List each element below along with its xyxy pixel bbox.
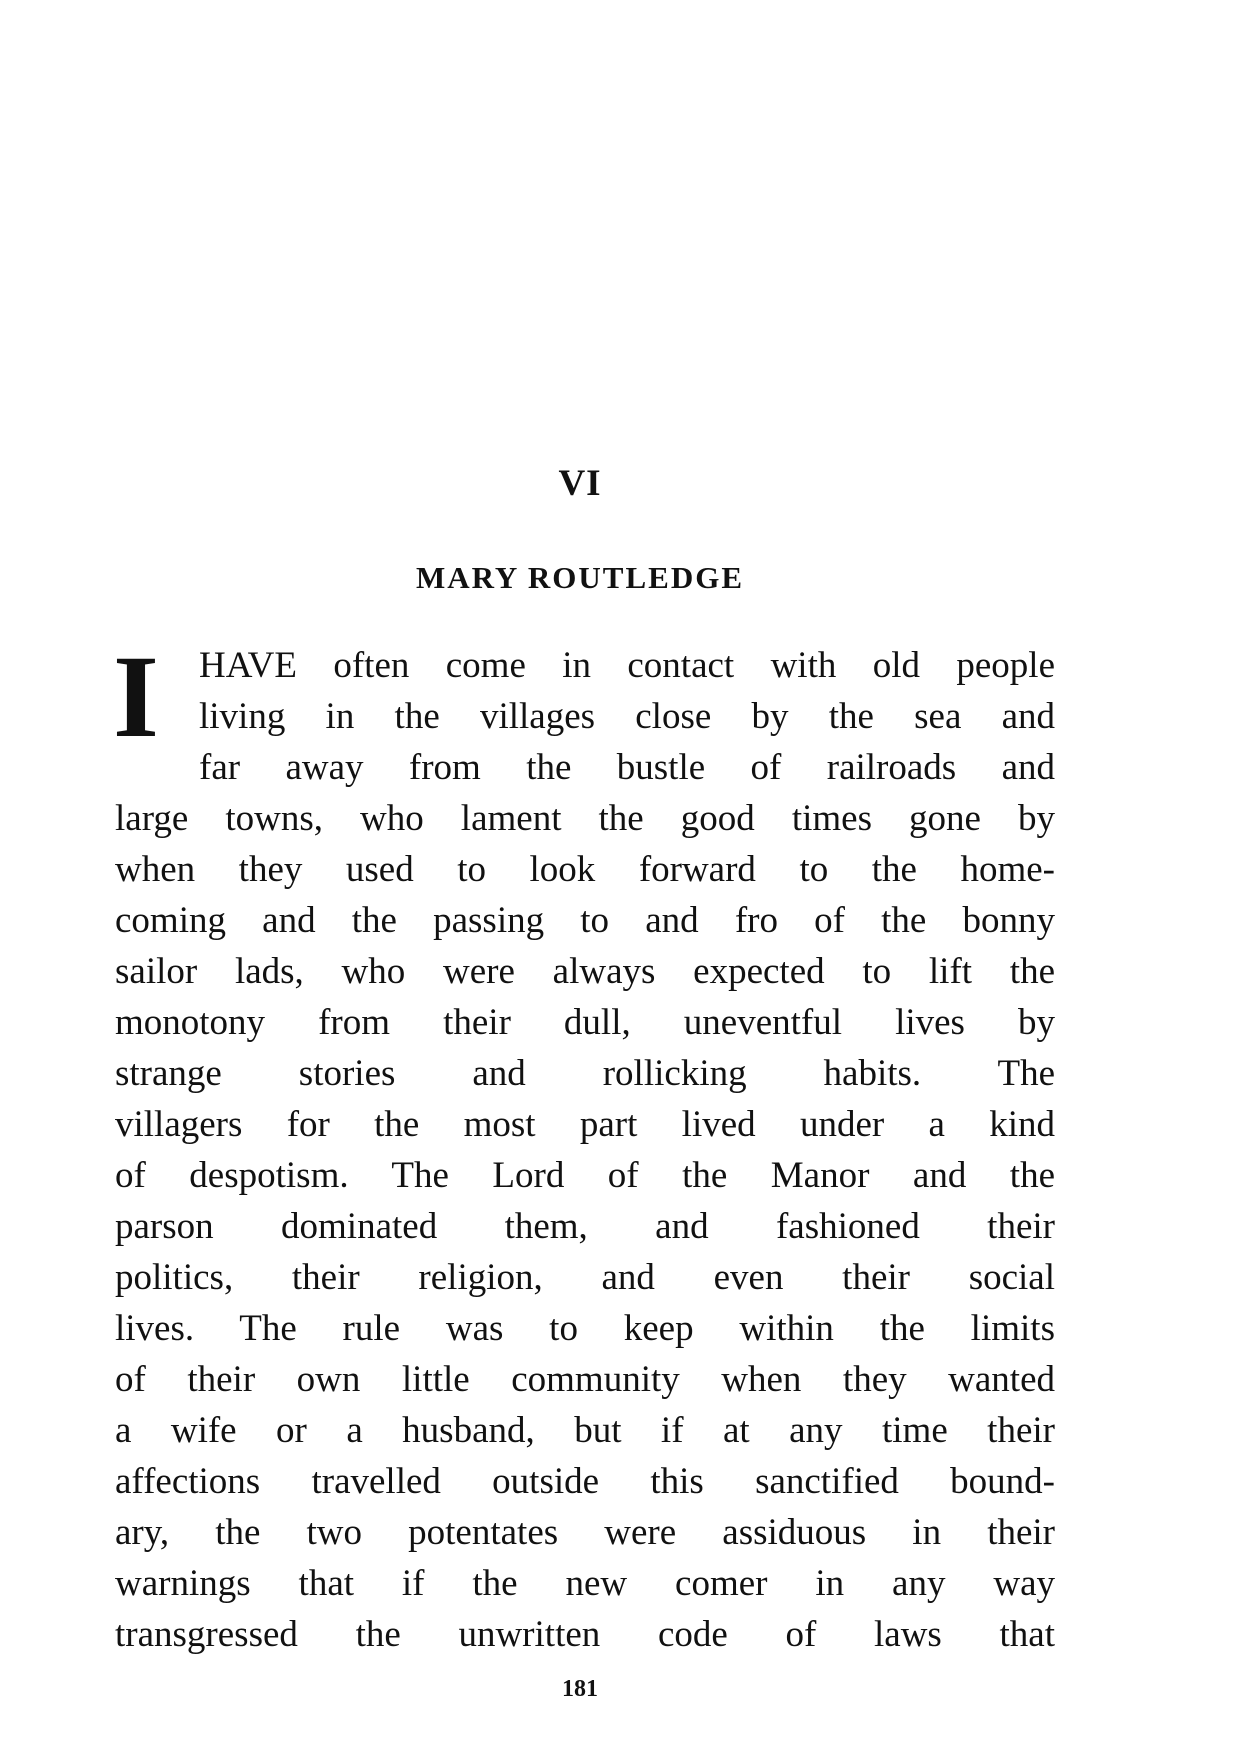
text-line: of despotism. The Lord of the Manor and the [115,1155,1055,1196]
text-line: when they used to look forward to the home- [115,849,1055,890]
text-line: sailor lads, who were always expected to lift the [115,951,1055,992]
text-line: large towns, who lament the good times gone by [115,798,1055,839]
text-line: affections travelled outside this sanctified bound- [115,1461,1055,1502]
text-line: living in the villages close by the sea and [199,696,1055,737]
text-line: villagers for the most part lived under a kind [115,1104,1055,1145]
chapter-number: VI [558,463,602,504]
body-text [113,631,1055,1660]
text-line: warnings that if the new comer in any way [115,1563,1055,1604]
text-line: monotony from their dull, uneventful lives by [115,1002,1055,1043]
text-line: HAVE often come in contact with old people [199,645,1055,686]
text-line: transgressed the unwritten code of laws that [115,1614,1055,1655]
page-number: 181 [562,1676,598,1702]
chapter-title: MARY ROUTLEDGE [415,560,745,595]
text-line: a wife or a husband, but if at any time their [115,1410,1055,1451]
text-line: politics, their religion, and even their social [115,1257,1055,1298]
text-line: lives. The rule was to keep within the limits [115,1308,1055,1349]
text-line: strange stories and rollicking habits. The [115,1053,1055,1094]
text-line: coming and the passing to and fro of the bonny [115,900,1055,941]
text-line: parson dominated them, and fashioned their [115,1206,1055,1247]
text-line: of their own little community when they wanted [115,1359,1055,1400]
text-line: far away from the bustle of railroads and [199,747,1055,788]
drop-cap: I [113,631,159,762]
text-line: ary, the two potentates were assiduous in their [115,1512,1055,1553]
